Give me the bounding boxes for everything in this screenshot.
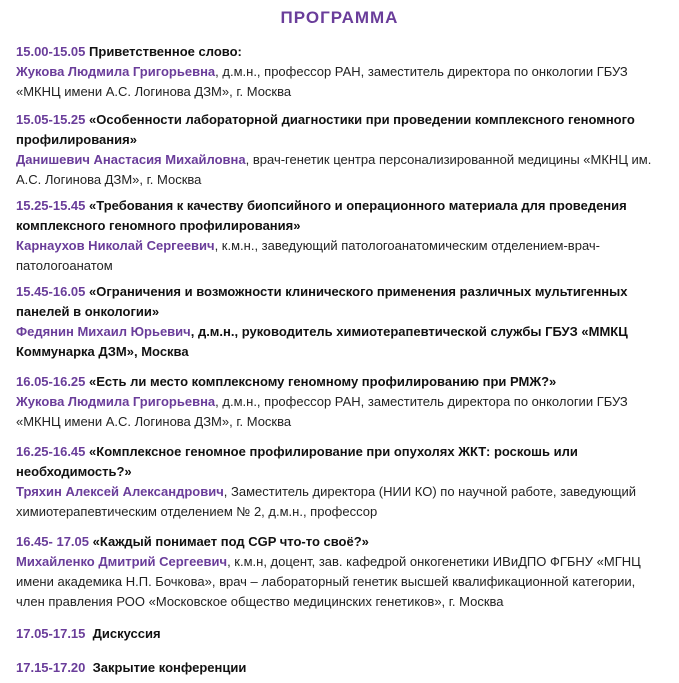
item-time: 16.05-16.25 [16, 374, 86, 389]
item-topic: «Требования к качеству биопсийного и операционного материала для проведения комплексного геномного профилирования» [16, 198, 627, 233]
item-topic: «Ограничения и возможности клинического применения различных мультигенных панелей в онкологии» [16, 284, 628, 319]
item-desc: , к.м.н, доцент, зав. кафедрой онкогенетики ИВиДПО ФГБНУ «МГНЦ имени академика Н.П. Бочкова», врач – лабораторный генетик высшей квалификационной категории, член правления РОО «Московское общество медицинских генетиков», г. Москва [16, 554, 641, 609]
item-topic: «Особенности лабораторной диагностики при проведении комплексного геномного профилирования» [16, 112, 635, 147]
item-time: 15.00-15.05 [16, 44, 86, 59]
item-time: 16.45- 17.05 [16, 534, 90, 549]
program-item-6 [16, 442, 665, 522]
program-item-4 [16, 282, 665, 362]
program-item-9 [16, 658, 665, 678]
item-desc: , д.м.н., руководитель химиотерапевтической службы ГБУЗ «ММКЦ Коммунарка ДЗМ», Москва [16, 324, 628, 359]
program-item-3 [16, 196, 665, 276]
item-time: 17.05-17.15 [16, 626, 86, 641]
item-topic: «Есть ли место комплексному геномному профилированию при РМЖ?» [89, 374, 557, 389]
item-speaker: Михайленко Дмитрий Сергеевич [16, 554, 228, 569]
item-topic: Дискуссия [92, 626, 161, 641]
item-time: 15.25-15.45 [16, 198, 86, 213]
item-speaker: Карнаухов Николай Сергеевич [16, 238, 215, 253]
item-time: 15.45-16.05 [16, 284, 86, 299]
item-topic: «Каждый понимает под CGP что-то своё?» [92, 534, 369, 549]
item-speaker: Федянин Михаил Юрьевич [16, 324, 191, 339]
item-speaker: Жукова Людмила Григорьевна [16, 64, 216, 79]
item-topic: Приветственное слово: [89, 44, 242, 59]
item-time: 16.25-16.45 [16, 444, 86, 459]
item-desc: , к.м.н., заведующий патологоанатомическим отделением-врач-патологоанатом [16, 238, 600, 273]
item-desc: , д.м.н., профессор РАН, заместитель директора по онкологии ГБУЗ «МКНЦ имени А.С. Логинова ДЗМ», г. Москва [16, 394, 628, 429]
item-desc: , врач-генетик центра персонализированной медицины «МКНЦ им. А.С. Логинова ДЗМ», г. Москва [16, 152, 652, 187]
item-speaker: Тряхин Алексей Александрович [16, 484, 224, 499]
item-time: 17.15-17.20 [16, 660, 86, 675]
item-speaker: Данишевич Анастасия Михайловна [16, 152, 246, 167]
item-desc: , Заместитель директора (НИИ КО) по научной работе, заведующий химиотерапевтическим отделением № 2, д.м.н., профессор [16, 484, 637, 519]
program-item-2 [16, 110, 665, 190]
program-item-7 [16, 532, 665, 612]
item-desc: , д.м.н., профессор РАН, заместитель директора по онкологии ГБУЗ «МКНЦ имени А.С. Логинова ДЗМ», г. Москва [16, 64, 628, 99]
program-item-8 [16, 624, 665, 644]
item-speaker: Жукова Людмила Григорьевна [16, 394, 216, 409]
program-item-5 [16, 372, 665, 432]
program-item-1 [16, 42, 665, 102]
item-topic: Закрытие конференции [92, 660, 247, 675]
page-title: ПРОГРАММА [280, 8, 399, 27]
item-time: 15.05-15.25 [16, 112, 86, 127]
item-topic: «Комплексное геномное профилирование при опухолях ЖКТ: роскошь или необходимость?» [16, 444, 578, 479]
